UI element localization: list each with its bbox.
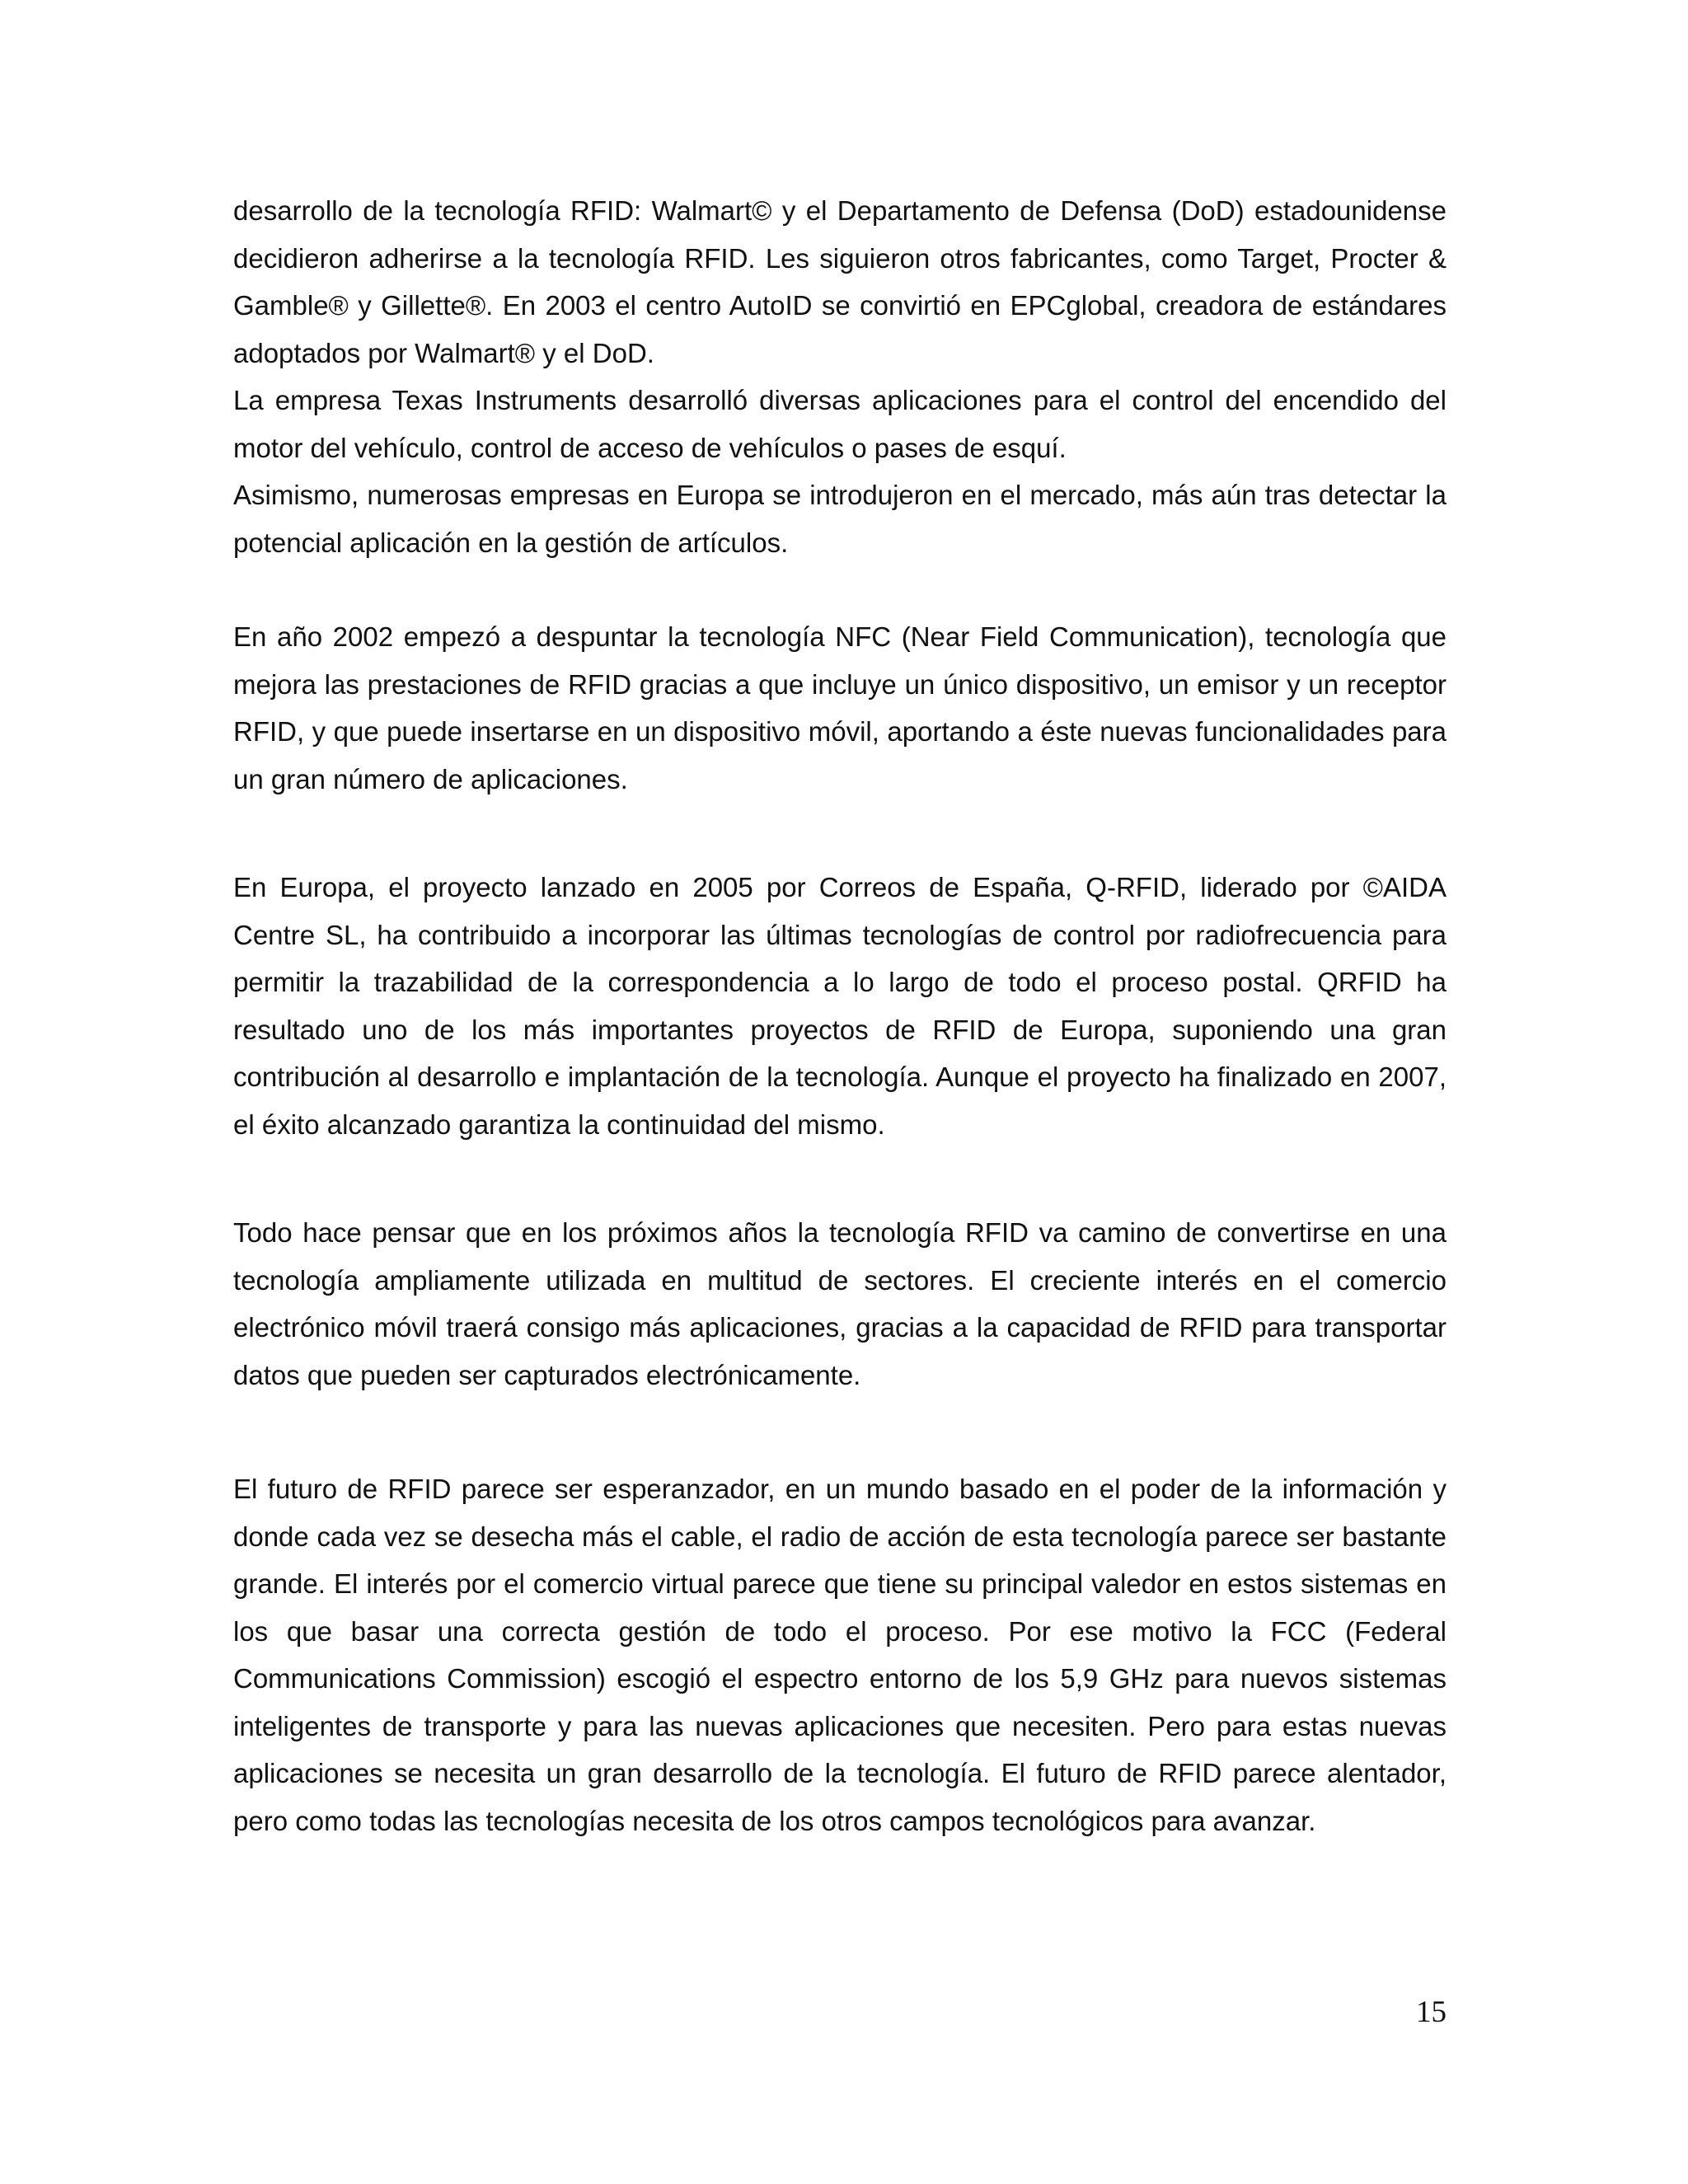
paragraph-walmart-dod: desarrollo de la tecnología RFID: Walmart© y el Departamento de Defensa (DoD) estadounidense decidieron adherirse a la tecnología RFID. Les siguieron otros fabricantes, como Target, Procter & Gamble® y Gillette®. En 2003 el centro AutoID se convirtió en EPCglobal, creadora de estándares adoptados por Walmart® y el DoD.: [233, 195, 1447, 368]
paragraph-rfid-future: El futuro de RFID parece ser esperanzador, en un mundo basado en el poder de la información y donde cada vez se desecha más el cable, el radio de acción de esta tecnología parece ser bastante grande. El interés por el comercio virtual parece que tiene su principal valedor en estos sistemas en los que basar una correcta gestión de todo el proceso. Por ese motivo la FCC (Federal Communications Commission) escogió el espectro entorno de los 5,9 GHz para nuevos sistemas inteligentes de transporte y para las nuevas aplicaciones que necesiten. Pero para estas nuevas aplicaciones se necesita un gran desarrollo de la tecnología. El futuro de RFID parece alentador, pero como todas las tecnologías necesita de los otros campos tecnológicos para avanzar.: [233, 1474, 1447, 1836]
paragraph-next-years: Todo hace pensar que en los próximos años la tecnología RFID va camino de convertirse en una tecnología ampliamente utilizada en multitud de sectores. El creciente interés en el comercio electrónico móvil traerá consigo más aplicaciones, gracias a la capacidad de RFID para transportar datos que pueden ser capturados electrónicamente.: [233, 1217, 1447, 1390]
paragraph-nfc: En año 2002 empezó a despuntar la tecnología NFC (Near Field Communication), tecnología que mejora las prestaciones de RFID gracias a que incluye un único dispositivo, un emisor y un receptor RFID, y que puede insertarse en un dispositivo móvil, aportando a éste nuevas funcionalidades para un gran número de aplicaciones.: [233, 621, 1447, 794]
future-rfid-section: [233, 1465, 1447, 1844]
nfc-section: [233, 613, 1447, 803]
page-number: 15: [1416, 1995, 1447, 2029]
future-years-section: [233, 1209, 1447, 1399]
history-section: [233, 187, 1447, 566]
europe-qrfid-section: [233, 864, 1447, 1148]
paragraph-texas-instruments: La empresa Texas Instruments desarrolló diversas aplicaciones para el control del encendido del motor del vehículo, control de acceso de vehículos o pases de esquí.: [233, 385, 1447, 463]
paragraph-europe-companies: Asimismo, numerosas empresas en Europa se introdujeron en el mercado, más aún tras detectar la potencial aplicación en la gestión de artículos.: [233, 480, 1447, 558]
paragraph-qrfid: En Europa, el proyecto lanzado en 2005 por Correos de España, Q-RFID, liderado por ©AIDA Centre SL, ha contribuido a incorporar las últimas tecnologías de control por radiofrecuencia para permitir la trazabilidad de la correspondencia a lo largo de todo el proceso postal. QRFID ha resultado uno de los más importantes proyectos de RFID de Europa, suponiendo una gran contribución al desarrollo e implantación de la tecnología. Aunque el proyecto ha finalizado en 2007, el éxito alcanzado garantiza la continuidad del mismo.: [233, 872, 1447, 1140]
